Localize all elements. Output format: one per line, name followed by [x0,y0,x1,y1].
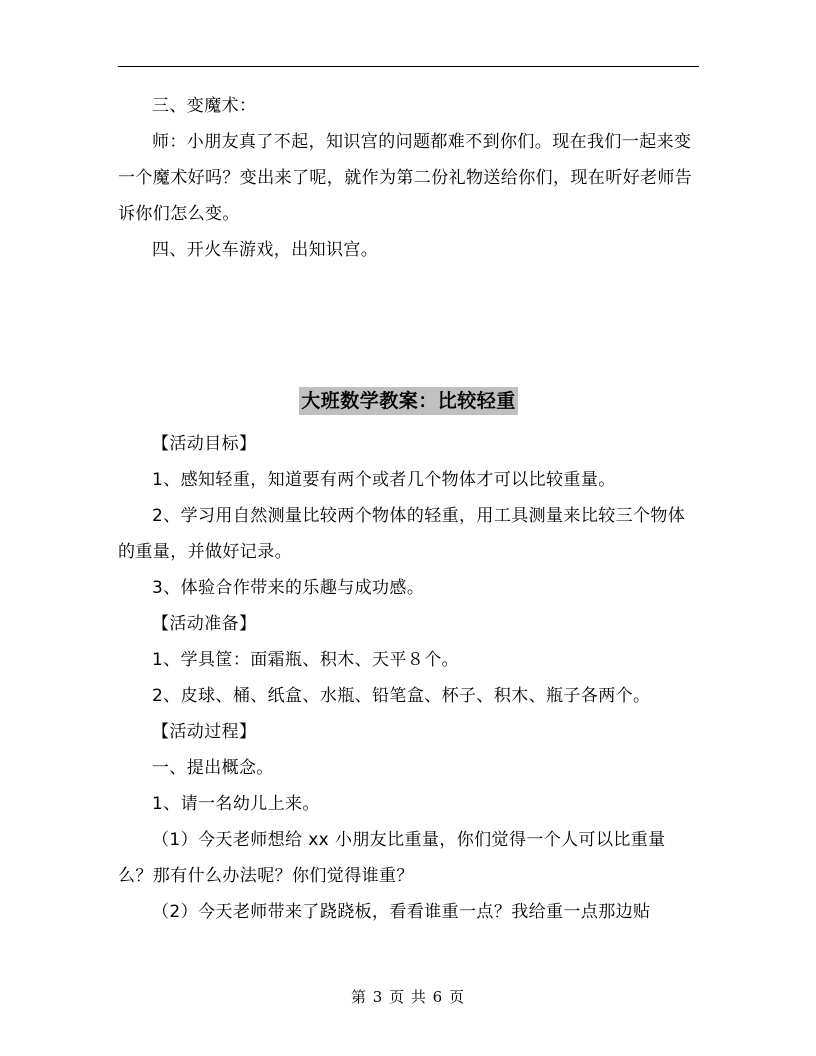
goals-heading: 【活动目标】 [152,434,257,454]
lesson-title-block [118,378,699,426]
goal-item: 2、学习用自然测量比较两个物体的轻重，用工具测量来比较三个物体的重量，并做好记录。 [118,506,686,562]
section-heading: 四、开火车游戏，出知识宫。 [152,240,379,260]
prep-item: 2、皮球、桶、纸盒、水瓶、铅笔盒、杯子、积木、瓶子各两个。 [152,686,651,706]
process-item: （1）今天老师想给 xx 小朋友比重量，你们觉得一个人可以比重量么？那有什么办法呢？你们觉得谁重？ [118,830,666,886]
process-item: 一、提出概念。 [152,758,274,778]
spacer [118,268,699,376]
prep-heading: 【活动准备】 [152,614,257,634]
header-rule [118,66,699,67]
section-heading: 三、变魔术： [152,96,257,116]
goal-item: 3、体验合作带来的乐趣与成功感。 [152,578,425,598]
page-footer: 第 3 页 共 6 页 [351,988,465,1006]
document-body [118,88,699,930]
process-item: 1、请一名幼儿上来。 [152,794,320,814]
prep-item: 1、学具筐：面霜瓶、积木、天平８个。 [152,650,460,670]
paragraph: 师：小朋友真了不起，知识宫的问题都难不到你们。现在我们一起来变一个魔术好吗？变出来了呢，就作为第二份礼物送给你们，现在听好老师告诉你们怎么变。 [118,132,693,224]
process-item: （2）今天老师带来了跷跷板，看看谁重一点？我给重一点那边贴 [152,902,651,922]
process-heading: 【活动过程】 [152,722,257,742]
lesson-title: 大班数学教案：比较轻重 [299,387,518,415]
goal-item: 1、感知轻重，知道要有两个或者几个物体才可以比较重量。 [152,470,616,490]
